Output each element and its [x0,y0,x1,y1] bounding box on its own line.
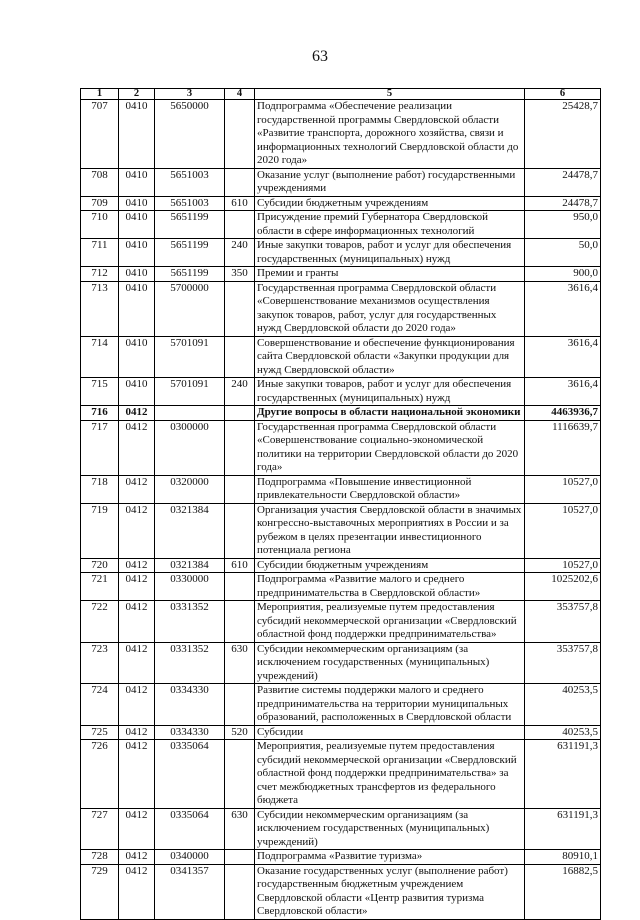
expense-type-cell [225,406,255,421]
column-header: 6 [525,89,601,100]
row-number-cell: 712 [81,267,119,282]
expense-type-cell: 240 [225,239,255,267]
target-code-cell: 5650000 [155,100,225,169]
expense-type-cell [225,740,255,809]
expense-type-cell [225,864,255,919]
table-body [81,100,601,920]
table-row [81,740,601,809]
amount-cell: 25428,7 [525,100,601,169]
row-number-cell: 722 [81,601,119,643]
target-code-cell: 5651199 [155,239,225,267]
row-number-cell: 723 [81,642,119,684]
column-header: 5 [255,89,525,100]
section-code-cell: 0412 [119,642,155,684]
amount-cell: 631191,3 [525,740,601,809]
section-code-cell: 0412 [119,558,155,573]
target-code-cell: 0335064 [155,808,225,850]
target-code-cell: 0321384 [155,558,225,573]
target-code-cell: 5701091 [155,336,225,378]
table-row [81,100,601,169]
row-number-cell: 718 [81,475,119,503]
row-number-cell: 726 [81,740,119,809]
section-code-cell: 0412 [119,601,155,643]
amount-cell: 40253,5 [525,725,601,740]
target-code-cell: 5651199 [155,211,225,239]
item-name-cell: Другие вопросы в области национальной экономики [255,406,525,421]
row-number-cell: 715 [81,378,119,406]
amount-cell: 10527,0 [525,475,601,503]
section-code-cell: 0410 [119,168,155,196]
table-row [81,267,601,282]
section-code-cell: 0410 [119,336,155,378]
section-code-cell: 0412 [119,740,155,809]
section-code-cell: 0412 [119,850,155,865]
amount-cell: 1116639,7 [525,420,601,475]
table-row [81,642,601,684]
row-number-cell: 729 [81,864,119,919]
section-code-cell: 0412 [119,808,155,850]
row-number-cell: 727 [81,808,119,850]
item-name-cell: Присуждение премий Губернатора Свердловской области в сфере информационных технологий [255,211,525,239]
target-code-cell: 0320000 [155,475,225,503]
target-code-cell: 5701091 [155,378,225,406]
item-name-cell: Мероприятия, реализуемые путем предоставления субсидий некоммерческой организации «Свердловский областной фонд поддержки предпринимательства» за счет межбюджетных трансфертов из федерального бюджета [255,740,525,809]
table-row [81,864,601,919]
table-row [81,601,601,643]
section-code-cell: 0410 [119,378,155,406]
row-number-cell: 714 [81,336,119,378]
item-name-cell: Оказание услуг (выполнение работ) государственными учреждениями [255,168,525,196]
section-code-cell: 0412 [119,684,155,726]
expense-type-cell: 350 [225,267,255,282]
table-row [81,378,601,406]
section-code-cell: 0412 [119,475,155,503]
item-name-cell: Организация участия Свердловской области в значимых конгрессно-выставочных мероприятиях в России и за рубежом в целях презентации инвестиционного потенциала региона [255,503,525,558]
amount-cell: 3616,4 [525,336,601,378]
expense-type-cell [225,168,255,196]
amount-cell: 631191,3 [525,808,601,850]
section-code-cell: 0412 [119,503,155,558]
expense-type-cell: 240 [225,378,255,406]
item-name-cell: Подпрограмма «Развитие малого и среднего предпринимательства в Свердловской области» [255,573,525,601]
table-row [81,808,601,850]
target-code-cell: 0330000 [155,573,225,601]
section-code-cell: 0410 [119,267,155,282]
amount-cell: 16882,5 [525,864,601,919]
item-name-cell: Премии и гранты [255,267,525,282]
item-name-cell: Мероприятия, реализуемые путем предоставления субсидий некоммерческой организации «Свердловский областной фонд поддержки предпринимательства» [255,601,525,643]
item-name-cell: Подпрограмма «Обеспечение реализации государственной программы Свердловской области «Развитие транспорта, дорожного хозяйства, связи и информационных технологий Свердловской области до 2020 года» [255,100,525,169]
expense-type-cell: 630 [225,808,255,850]
section-code-cell: 0410 [119,211,155,239]
amount-cell: 1025202,6 [525,573,601,601]
section-code-cell: 0412 [119,420,155,475]
item-name-cell: Субсидии некоммерческим организациям (за исключением государственных (муниципальных) учреждений) [255,808,525,850]
amount-cell: 24478,7 [525,168,601,196]
table-row [81,239,601,267]
item-name-cell: Оказание государственных услуг (выполнение работ) государственным бюджетным учреждением Свердловской области «Центр развития туризма Свердловской области» [255,864,525,919]
expense-type-cell [225,420,255,475]
row-number-cell: 721 [81,573,119,601]
column-header: 4 [225,89,255,100]
amount-cell: 3616,4 [525,281,601,336]
item-name-cell: Субсидии бюджетным учреждениям [255,196,525,211]
item-name-cell: Совершенствование и обеспечение функционирования сайта Свердловской области «Закупки продукции для нужд Свердловской области» [255,336,525,378]
amount-cell: 50,0 [525,239,601,267]
row-number-cell: 708 [81,168,119,196]
target-code-cell: 0300000 [155,420,225,475]
target-code-cell: 0341357 [155,864,225,919]
amount-cell: 80910,1 [525,850,601,865]
item-name-cell: Развитие системы поддержки малого и среднего предпринимательства на территории муниципальных образований, расположенных в Свердловской области [255,684,525,726]
target-code-cell [155,406,225,421]
amount-cell: 353757,8 [525,601,601,643]
table-row [81,558,601,573]
expense-type-cell [225,684,255,726]
amount-cell: 950,0 [525,211,601,239]
section-code-cell: 0412 [119,573,155,601]
amount-cell: 10527,0 [525,503,601,558]
amount-cell: 353757,8 [525,642,601,684]
section-code-cell: 0412 [119,406,155,421]
target-code-cell: 0335064 [155,740,225,809]
row-number-cell: 716 [81,406,119,421]
section-code-cell: 0410 [119,239,155,267]
table-row [81,684,601,726]
table-row [81,168,601,196]
row-number-cell: 713 [81,281,119,336]
table-row [81,573,601,601]
expense-type-cell [225,601,255,643]
target-code-cell: 0331352 [155,601,225,643]
amount-cell: 4463936,7 [525,406,601,421]
section-code-cell: 0412 [119,864,155,919]
budget-table [80,88,601,920]
item-name-cell: Государственная программа Свердловской области «Совершенствование механизмов осуществления закупок товаров, работ, услуг для государственных нужд Свердловской области до 2020 года» [255,281,525,336]
table-row [81,503,601,558]
row-number-cell: 717 [81,420,119,475]
row-number-cell: 728 [81,850,119,865]
expense-type-cell: 610 [225,196,255,211]
section-code-cell: 0410 [119,196,155,211]
item-name-cell: Подпрограмма «Повышение инвестиционной привлекательности Свердловской области» [255,475,525,503]
expense-type-cell: 630 [225,642,255,684]
table-row [81,725,601,740]
table-row [81,420,601,475]
table-header-row [81,89,601,100]
row-number-cell: 719 [81,503,119,558]
item-name-cell: Иные закупки товаров, работ и услуг для обеспечения государственных (муниципальных) нужд [255,239,525,267]
row-number-cell: 724 [81,684,119,726]
target-code-cell: 0321384 [155,503,225,558]
target-code-cell: 5651003 [155,168,225,196]
column-header: 2 [119,89,155,100]
section-code-cell: 0410 [119,100,155,169]
item-name-cell: Субсидии некоммерческим организациям (за исключением государственных (муниципальных) учреждений) [255,642,525,684]
row-number-cell: 725 [81,725,119,740]
target-code-cell: 0331352 [155,642,225,684]
item-name-cell: Государственная программа Свердловской области «Совершенствование социально-экономической политики на территории Свердловской области до 2020 года» [255,420,525,475]
target-code-cell: 5700000 [155,281,225,336]
row-number-cell: 711 [81,239,119,267]
expense-type-cell [225,281,255,336]
expense-type-cell [225,503,255,558]
amount-cell: 40253,5 [525,684,601,726]
target-code-cell: 0334330 [155,684,225,726]
page-number: 63 [312,48,328,65]
amount-cell: 3616,4 [525,378,601,406]
expense-type-cell [225,211,255,239]
amount-cell: 24478,7 [525,196,601,211]
target-code-cell: 0340000 [155,850,225,865]
section-code-cell: 0412 [119,725,155,740]
item-name-cell: Субсидии бюджетным учреждениям [255,558,525,573]
table-row [81,406,601,421]
table-row [81,281,601,336]
expense-type-cell [225,336,255,378]
item-name-cell: Субсидии [255,725,525,740]
row-number-cell: 720 [81,558,119,573]
expense-type-cell [225,850,255,865]
amount-cell: 900,0 [525,267,601,282]
target-code-cell: 5651003 [155,196,225,211]
expense-type-cell: 520 [225,725,255,740]
row-number-cell: 710 [81,211,119,239]
column-header: 3 [155,89,225,100]
table-row [81,850,601,865]
target-code-cell: 5651199 [155,267,225,282]
table-row [81,211,601,239]
target-code-cell: 0334330 [155,725,225,740]
table-row [81,196,601,211]
item-name-cell: Подпрограмма «Развитие туризма» [255,850,525,865]
expense-type-cell [225,100,255,169]
row-number-cell: 707 [81,100,119,169]
expense-type-cell: 610 [225,558,255,573]
item-name-cell: Иные закупки товаров, работ и услуг для обеспечения государственных (муниципальных) нужд [255,378,525,406]
table-row [81,336,601,378]
column-header: 1 [81,89,119,100]
table-row [81,475,601,503]
row-number-cell: 709 [81,196,119,211]
expense-type-cell [225,475,255,503]
section-code-cell: 0410 [119,281,155,336]
amount-cell: 10527,0 [525,558,601,573]
expense-type-cell [225,573,255,601]
